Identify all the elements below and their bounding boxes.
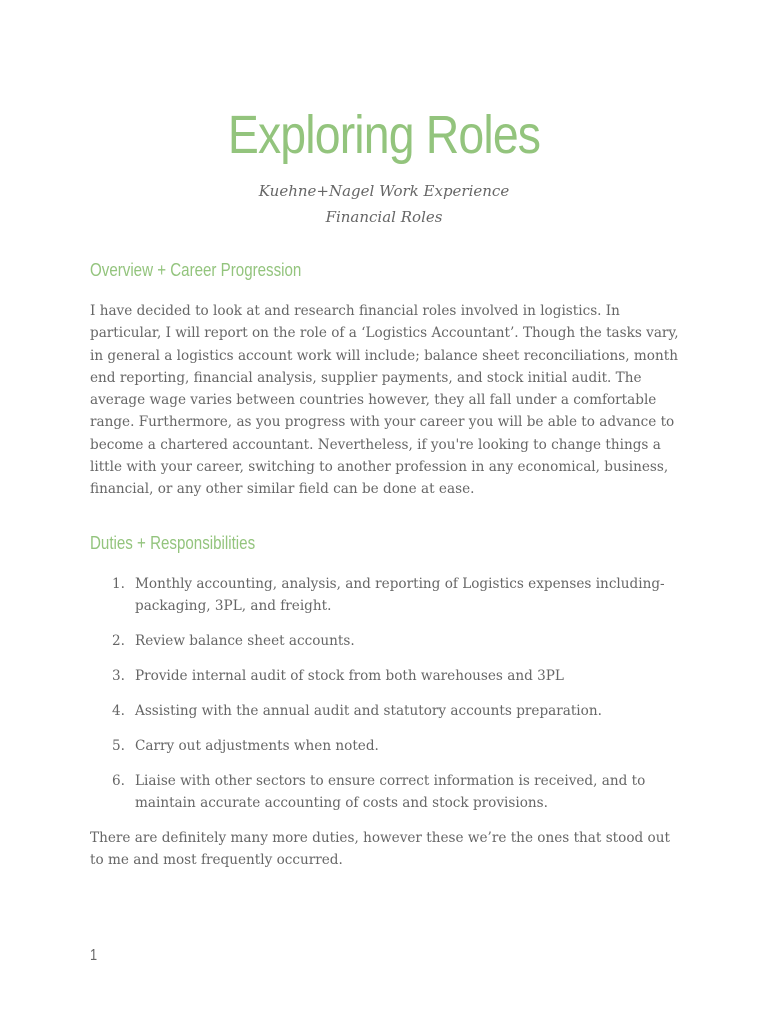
document-title: Exploring Roles (227, 105, 541, 165)
section-heading-duties: Duties + Responsibilities (90, 533, 256, 553)
list-item-text: Review balance sheet accounts. (135, 633, 355, 650)
duties-list (90, 573, 678, 827)
list-item (90, 700, 678, 722)
list-item-text: Carry out adjustments when noted. (135, 737, 379, 754)
list-item (90, 665, 678, 687)
closing-paragraph: There are definitely many more duties, however these we’re the ones that stood out to me and most frequently occurred. (90, 830, 670, 869)
list-item-number: 3. (112, 668, 125, 685)
list-item-number: 6. (112, 772, 125, 789)
list-item-number: 4. (112, 702, 125, 719)
list-item (90, 770, 678, 815)
list-item-number: 1. (112, 576, 125, 592)
overview-paragraph: I have decided to look at and research financial roles involved in logistics. In particular, I will report on the role of a ‘Logistics Accountant’. Though the tasks vary, in general a logistics account work will include; balance sheet reconciliations, month end reporting, financial analysis, supplier payments, and stock initial audit. The average wage varies between countries however, they all fall under a comfortable range. Furthermore, as you progress with your career you will be able to advance to become a chartered accountant. Nevertheless, if you're looking to change things a little with your career, switching to another profession in any economical, business, financial, or any other similar field can be done at ease. (90, 303, 679, 498)
list-item-text: Liaise with other sectors to ensure correct information is received, and to maintain accurate accounting of costs and stock provisions. (135, 772, 646, 812)
section-heading-overview: Overview + Career Progression (90, 260, 302, 280)
list-item (90, 573, 678, 618)
list-item-text: Assisting with the annual audit and statutory accounts preparation. (135, 702, 602, 719)
subtitle-line-role: Financial Roles (325, 208, 443, 226)
list-item (90, 735, 678, 757)
subtitle-line-company: Kuehne+Nagel Work Experience (258, 182, 510, 200)
list-item-text: Provide internal audit of stock from both warehouses and 3PL (135, 668, 564, 685)
list-item-number: 5. (112, 737, 125, 754)
list-item-text: Monthly accounting, analysis, and reporting of Logistics expenses including- packaging, 3PL, and freight. (135, 576, 665, 615)
list-item-number: 2. (112, 633, 125, 650)
document-subtitle (90, 178, 678, 230)
list-item (90, 630, 678, 652)
page-number: 1 (90, 947, 98, 964)
